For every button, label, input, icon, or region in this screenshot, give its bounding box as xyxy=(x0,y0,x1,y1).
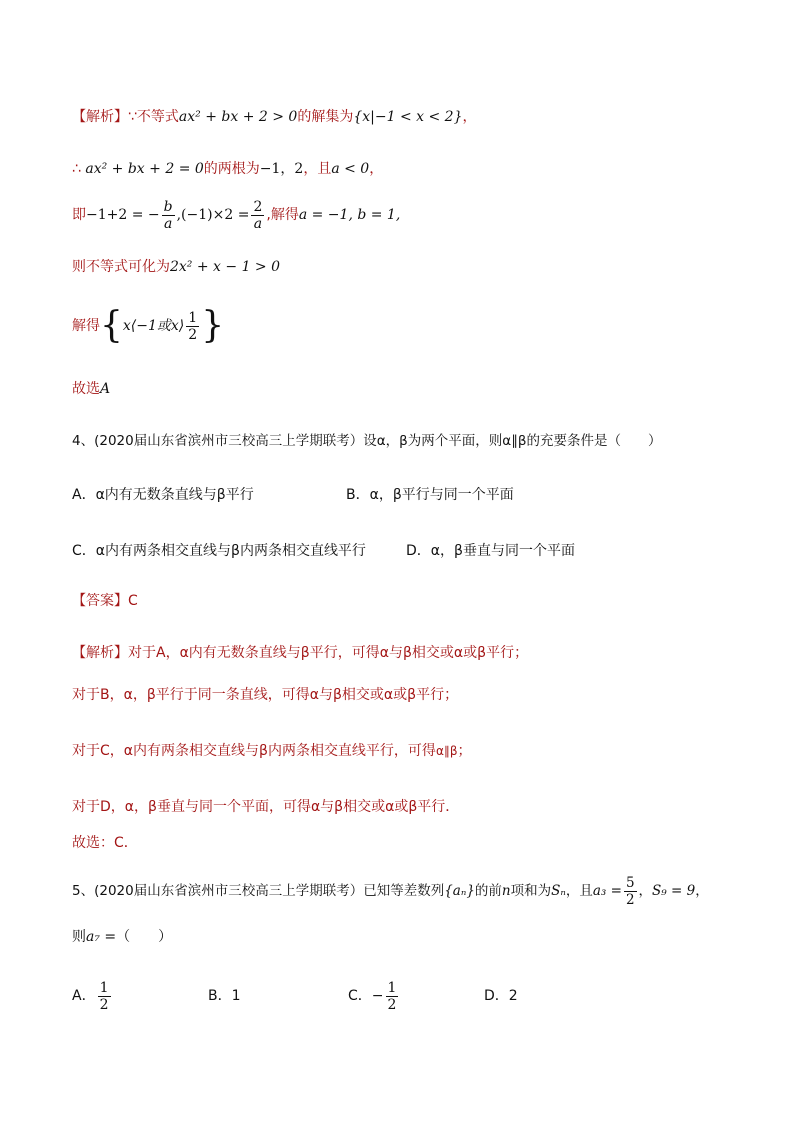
answer-value: C xyxy=(128,593,138,609)
analysis-tag: 【解析】 xyxy=(72,645,128,661)
q4-analysis-3: 对于C，α内有两条相交直线与β内两条相交直线平行，可得α∥β； xyxy=(72,743,472,759)
right-brace: } xyxy=(201,305,225,346)
fraction: $\frac{b}{a}$ xyxy=(163,198,173,232)
q5-option-b: B．1 xyxy=(208,988,241,1004)
q4-analysis-2: 对于B，α，β平行于同一条直线，可得α与β相交或α或β平行； xyxy=(72,687,459,703)
q5-stem-line-2: 则a₇ =（ ） xyxy=(72,929,173,945)
q5-option-d: D．2 xyxy=(484,988,518,1004)
q5-option-a: A． $\frac{1}{2}$ xyxy=(72,979,109,1013)
q4-answer xyxy=(72,590,138,612)
fraction: $\frac{5}{2}$ xyxy=(625,874,635,908)
q4-stem: 4、(2020届山东省滨州市三校高三上学期联考）设α，β为两个平面，则α∥β的充要条件是（ ） xyxy=(72,433,662,449)
answer-tag: 【答案】 xyxy=(72,593,128,609)
solution-set: {x|−1 < x < 2} xyxy=(353,109,463,125)
q4-option-a: A．α内有无数条直线与β平行 xyxy=(72,487,254,503)
q3-analysis-line-1: 【解析】∵不等式ax² + bx + 2 > 0的解集为{x|−1 < x < 2}， xyxy=(72,109,477,125)
q4-conclusion: 故选：C． xyxy=(72,835,138,851)
analysis-tag: 【解析】 xyxy=(72,109,128,125)
q4-analysis-4: 对于D，α，β垂直与同一个平面，可得α与β相交或α或β平行． xyxy=(72,799,460,815)
fraction: $\frac{2}{a}$ xyxy=(253,198,263,232)
inequality-expr: ax² + bx + 2 > 0 xyxy=(178,109,298,125)
fraction: $\frac{1}{2}$ xyxy=(188,309,198,343)
q4-option-b: B．α，β平行与同一个平面 xyxy=(346,487,514,503)
fraction: $\frac{1}{2}$ xyxy=(387,979,397,1013)
q3-analysis-line-2: ∴ ax² + bx + 2 = 0的两根为−1，2，且a < 0， xyxy=(72,161,384,177)
q4-option-d: D．α，β垂直与同一个平面 xyxy=(406,543,575,559)
q5-stem: 5、(2020届山东省滨州市三校高三上学期联考）已知等差数列{aₙ}的前n项和为Sₙ，且a₃ = $\frac{5}{2}$ ，S₉ = 9， xyxy=(72,874,709,908)
q3-conclusion: 故选A xyxy=(72,381,111,397)
q5-option-c: C．− $\frac{1}{2}$ xyxy=(348,979,397,1013)
fraction: $\frac{1}{2}$ xyxy=(99,979,109,1013)
q3-analysis-line-3: 即−1+2 = − $\frac{b}{a}$ ,(−1)×2 = $\frac{2}{a}$ ,解得a = −1, b = 1, xyxy=(72,198,401,232)
q4-analysis-1: 【解析】对于A，α内有无数条直线与β平行，可得α与β相交或α或β平行； xyxy=(72,645,529,661)
left-brace: { xyxy=(100,305,123,346)
q3-analysis-line-4: 则不等式可化为2x² + x − 1 > 0 xyxy=(72,259,281,275)
q4-option-c: C．α内有两条相交直线与β内两条相交直线平行 xyxy=(72,543,366,559)
q3-analysis-line-5: 解得{x⟨−1或x⟩ $\frac{1}{2}$ } xyxy=(72,305,225,346)
